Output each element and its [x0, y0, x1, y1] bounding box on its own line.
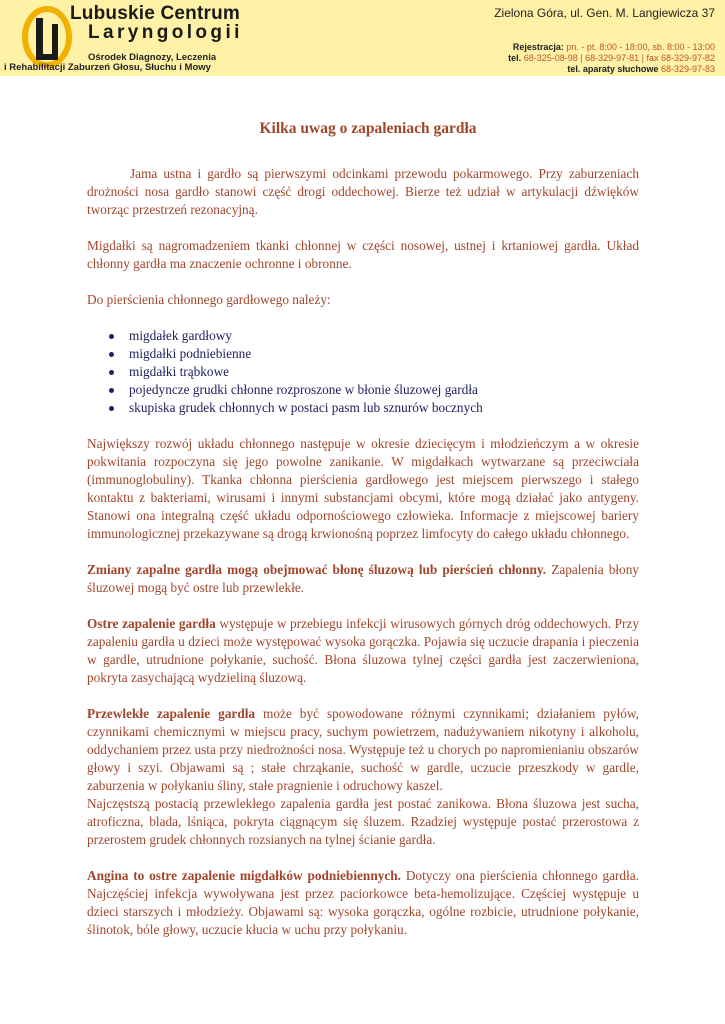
- list-item: skupiska grudek chłonnych w postaci pasm lub sznurów bocznych: [109, 399, 639, 417]
- registration-label: Rejestracja:: [512, 42, 564, 52]
- paragraph-chronic: [87, 705, 639, 795]
- brand-tagline-1: Ośrodek Diagnozy, Leczenia: [88, 52, 217, 63]
- phone-label: tel.: [508, 53, 522, 63]
- paragraph-lead: Angina to ostre zapalenie migdałków podniebiennych.: [87, 868, 401, 883]
- paragraph-angina: [87, 867, 639, 939]
- paragraph-text: może być spowodowane różnymi czynnikami; działaniem pyłów, czynnikami chemicznymi w miejscu pracy, suchym powietrzem, nadużywaniem nikotyny i alkoholu, oddychaniem przez usta przy niedrożności nosa. Występuje też u chorych po napromienianiu obszarów głowy i szyi. Objawami są ; stałe chrząkanie, suchość w gardle, uczucie przeszkody w gardle, zaburzenia w połykaniu śliny, stałe pragnienie i odruchowy kaszel.: [87, 706, 639, 793]
- paragraph-lead: Ostre zapalenie gardła: [87, 616, 216, 631]
- page-title: Kilka uwag o zapaleniach gardła: [259, 120, 477, 137]
- list-item: pojedyncze grudki chłonne rozproszone w błonie śluzowej gardła: [109, 381, 639, 399]
- phone-numbers: [508, 53, 715, 63]
- list-item: migdałek gardłowy: [109, 327, 639, 345]
- paragraph-text: Zapalenia błony śluzowej mogą być ostre lub przewlekłe.: [87, 562, 639, 595]
- paragraph-lead: Zmiany zapalne gardła mogą obejmować błonę śluzową lub pierścień chłonny.: [87, 562, 547, 577]
- hearing-aids-label: tel. aparaty słuchowe: [567, 64, 659, 74]
- brand-tagline-2: i Rehabilitacji Zaburzeń Głosu, Słuchu i Mowy: [4, 62, 211, 73]
- list-item: migdałki podniebienne: [109, 345, 639, 363]
- clinic-address: Zielona Góra, ul. Gen. M. Langiewicza 37: [494, 6, 715, 20]
- paragraph-development: Największy rozwój układu chłonnego następuje w okresie dziecięcym i młodzieńczym a w okresie pokwitania rozpoczyna się jego powolne zanikanie. W migdałkach wytwarzane są przeciwciała (immunoglobuliny). Tkanka chłonna pierścienia gardłowego jest miejscem pierwszego i stałego kontaktu z bakteriami, wirusami i innymi substancjami obcymi, które mogą działać jako antygeny. Stanowi ona integralną część układu odpornościowego człowieka. Informacje z miejscowej bariery immunologicznej przekazywane są drogą krwionośną poprzez limfocyty do całego układu chłonnego.: [87, 436, 639, 541]
- paragraph-lead: Przewlekłe zapalenie gardła: [87, 706, 256, 721]
- list-item: migdałki trąbkowe: [109, 363, 639, 381]
- paragraph-text: Dotyczy ona pierścienia chłonnego gardła. Najczęściej infekcja wywoływana jest przez paciorkowce beta-hemolizujące. Częściej występuje u dzieci starszych i młodzieży. Objawami są: wysoka gorączka, ogólne rozbicie, utrudnione połykanie, ślinotok, bóle głowy, uczucie kłucia w uchu przy połykaniu.: [87, 868, 639, 937]
- paragraph-tonsils: Migdałki są nagromadzeniem tkanki chłonnej w części nosowej, ustnej i krtaniowej gardła. Układ chłonny gardła ma znaczenie ochronne i obronne.: [87, 238, 639, 271]
- paragraph-ring-intro: Do pierścienia chłonnego gardłowego należy:: [87, 292, 331, 307]
- paragraph-acute: [87, 615, 639, 687]
- hearing-aids-value: 68-329-97-83: [660, 64, 715, 74]
- paragraph-intro: Jama ustna i gardło są pierwszymi odcinkami przewodu pokarmowego. Przy zaburzeniach drożności nosa gardło stanowi część drogi oddechowej. Bierze też udział w artykulacji dźwięków tworząc przestrzeń rezonacyjną.: [87, 166, 639, 217]
- brand-subname: Laryngologii: [88, 22, 243, 43]
- registration-hours: [513, 42, 715, 52]
- letterhead: [0, 0, 725, 76]
- registration-value: pn. - pt. 8:00 - 18:00, sb. 8:00 - 13:00: [566, 42, 715, 52]
- paragraph-inflammation: [87, 561, 639, 597]
- paragraph-atrophic: Najczęstszą postacią przewlekłego zapalenia gardła jest postać zanikowa. Błona śluzowa jest sucha, atroficzna, blada, lśniąca, pokryta ciągnącym się śluzem. Rzadziej występuje postać przerostowa z przerostem grudek chłonnych rozsianych na tylnej ścianie gardła.: [87, 796, 639, 847]
- paragraph-text: występuje w przebiegu infekcji wirusowych górnych dróg oddechowych. Przy zapaleniu gardła u dzieci może występować wysoka gorączka. Pojawia się uczucie drapania i pieczenia w gardle, utrudnione połykanie, suchość. Błona śluzowa tylnej części gardła jest zaczerwieniona, pokryta zasychającą wydzieliną śluzową.: [87, 616, 639, 685]
- hearing-aids-phone: [567, 64, 715, 74]
- brand-name: Lubuskie Centrum: [70, 3, 240, 24]
- phone-value: 68-325-08-98 | 68-329-97-81 | fax 68-329-97-82: [523, 53, 715, 63]
- document-body: [87, 120, 639, 957]
- lymphatic-ring-list: [87, 327, 639, 417]
